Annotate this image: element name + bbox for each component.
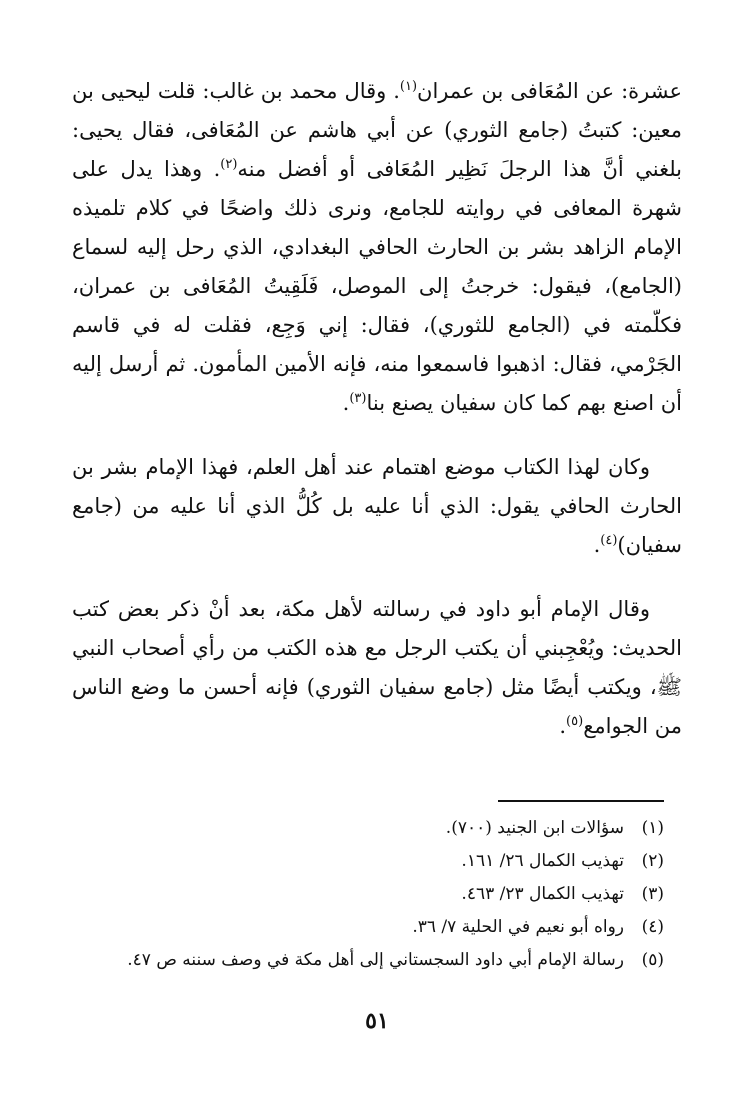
paragraph-2-text-a: وكان لهذا الكتاب موضع اهتمام عند أهل العلم، فهذا الإمام بشر بن الحارث الحافي يقول: الذي أنا عليه بل كُلُّ الذي أنا عليه من (جامع سفيان) [72, 455, 682, 557]
main-text [72, 72, 682, 746]
footnote-ref-5: (٥) [566, 714, 584, 729]
footnote-item [72, 944, 664, 977]
footnote-number: (٣) [641, 884, 664, 904]
paragraph-3 [72, 590, 682, 746]
paragraph-1 [72, 72, 682, 423]
footnote-number: (٥) [641, 950, 664, 970]
footnote-text: سؤالات ابن الجنيد (٧٠٠). [445, 818, 624, 838]
footnotes [72, 812, 664, 977]
paragraph-3-text-b: . [559, 714, 567, 738]
paragraph-2-text-b: . [593, 533, 601, 557]
footnote-text: تهذيب الكمال ٢٣/ ٤٦٣. [461, 884, 624, 904]
paragraph-3-text-a: وقال الإمام أبو داود في رسالته لأهل مكة، بعد أنْ ذكر بعض كتب الحديث: ويُعْجِبني أن يكتب الرجل مع هذه الكتب من رأي أصحاب النبي ﷺ، ويكتب أيضًا مثل (جامع سفيان الثوري) فإنه أحسن ما وضع الناس من الجوامع [72, 597, 682, 738]
footnote-separator [498, 800, 664, 802]
footnote-ref-2: (٢) [220, 157, 238, 172]
paragraph-2 [72, 448, 682, 565]
footnote-text: رسالة الإمام أبي داود السجستاني إلى أهل مكة في وصف سننه ص ٤٧. [127, 950, 624, 970]
paragraph-1-text-d: . [342, 391, 350, 415]
footnote-ref-4: (٤) [600, 533, 618, 548]
footnote-item [72, 812, 664, 845]
footnote-number: (٢) [641, 851, 664, 871]
footnote-text: رواه أبو نعيم في الحلية ٧/ ٣٦. [412, 917, 624, 937]
footnote-ref-1: (١) [399, 79, 418, 94]
footnote-item [72, 911, 664, 944]
footnote-item [72, 845, 664, 878]
footnote-item [72, 878, 664, 911]
footnote-ref-3: (٣) [349, 391, 367, 406]
paragraph-1-text-a: عشرة: عن المُعَافى بن عمران [417, 79, 682, 103]
paragraph-1-text-b: . وقال محمد بن غالب: قلت ليحيى بن معين: كتبتُ (جامع الثوري) عن أبي هاشم عن المُعَافى، فقال يحيى: بلغني أنَّ هذا الرجلَ نَظِير المُعَافى أو أفضل منه [72, 79, 682, 181]
paragraph-1-text-c: . وهذا يدل على شهرة المعافى في روايته للجامع، ونرى ذلك واضحًا في كلام تلميذه الإمام الزاهد بشر بن الحارث الحافي البغدادي، الذي رحل إليه لسماع (الجامع)، فيقول: خرجتُ إلى الموصل، فَلَقِيتُ المُعَافى بن عمران، فكلّمته في (الجامع للثوري)، فقال: إني وَجِع، فقلت له في قاسم الجَرْمي، فقال: اذهبوا فاسمعوا منه، فإنه الأمين المأمون. ثم أرسل إليه أن اصنع بهم كما كان سفيان يصنع بنا [72, 157, 682, 415]
footnote-number: (٤) [641, 917, 664, 937]
page-number: ٥١ [365, 1008, 389, 1034]
footnote-text: تهذيب الكمال ٢٦/ ١٦١. [461, 851, 624, 871]
footnote-number: (١) [641, 818, 664, 838]
